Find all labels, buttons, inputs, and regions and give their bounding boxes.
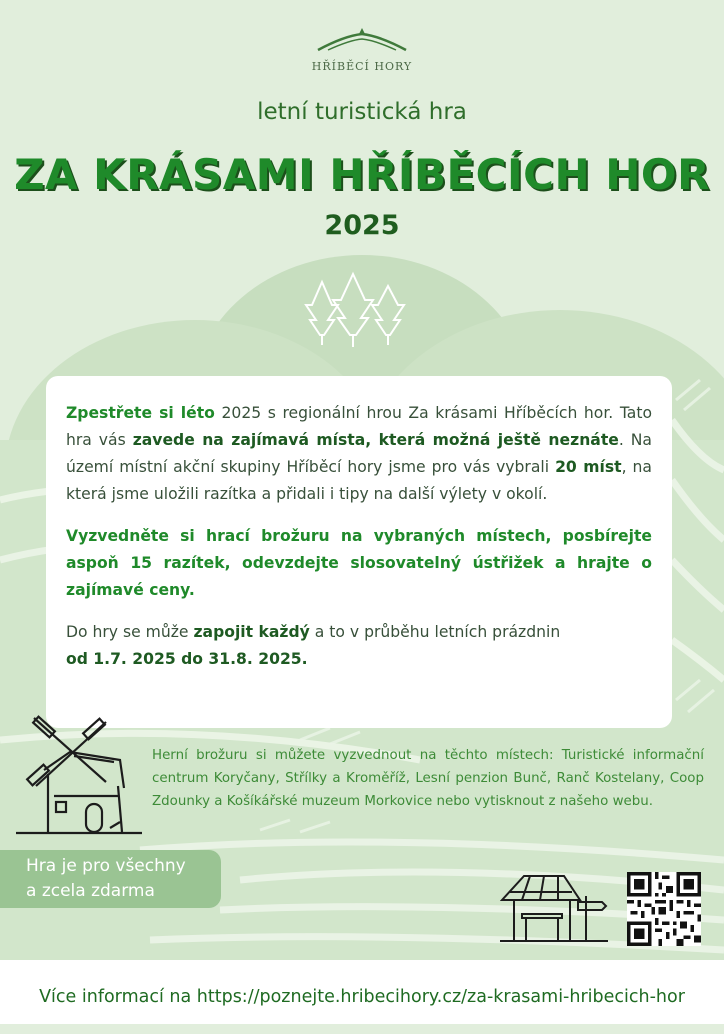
pickup-locations-text: Herní brožuru si můžete vyzvednout na těchto místech: Turistické informační centrum Koryčany, Střílky a Kroměříž, Lesní penzion Bunč, Ranč Kostelany, Coop Zdounky a Košíkářské muzeum Morkovice nebo vytisknout z našeho webu. [152,748,704,809]
dates-text-1: Do hry se může [66,623,194,641]
shelter-signpost-icon [500,872,608,944]
page-title: ZA KRÁSAMI HŘÍBĚCÍCH HOR [14,150,710,199]
intro-paragraph [66,400,652,508]
windmill-icon [14,706,144,840]
intro-highlight-3: 20 míst [555,458,622,476]
logo [292,26,432,80]
free-badge [0,850,221,908]
intro-highlight-1: Zpestřete si léto [66,404,215,422]
logo-text: HŘÍBĚCÍ HORY [311,60,413,73]
dates-highlight-1: zapojit každý [193,623,310,641]
dates-paragraph [66,619,652,673]
intro-text-1: 2025 s regionální hrou Za krásami Hříběcích hor. Tato hra vás [66,404,652,449]
intro-text-3: , na která jsme uložili razítka a přidali i tipy na další výlety v okolí. [66,458,652,503]
instructions-paragraph: Vyzvedněte si hrací brožuru na vybraných místech, posbírejte aspoň 15 razítek, odevzdejte slosovatelný ústřižek a hrajte o zajímavé ceny. [66,527,652,599]
dates-text-2: a to v průběhu letních prázdnin [309,623,561,641]
page-year: 2025 [324,210,400,241]
hills-logo-icon [314,26,410,56]
free-badge-line-1: Hra je pro všechny [26,856,186,876]
info-card [46,376,672,728]
free-badge-line-2: a zcela zdarma [26,881,155,901]
intro-text-2: . Na území místní akční skupiny Hříběcí hory jsme pro vás vybrali [66,431,652,476]
page-subtitle: letní turistická hra [257,99,467,125]
footer-more-info[interactable]: Více informací na https://poznejte.hribecihory.cz/za-krasami-hribecich-hor [0,960,724,1024]
dates-range: od 1.7. 2025 do 31.8. 2025. [66,650,308,668]
qr-code-icon[interactable] [627,872,701,946]
intro-highlight-2: zavede na zajímavá místa, která možná ještě neznáte [132,431,619,449]
